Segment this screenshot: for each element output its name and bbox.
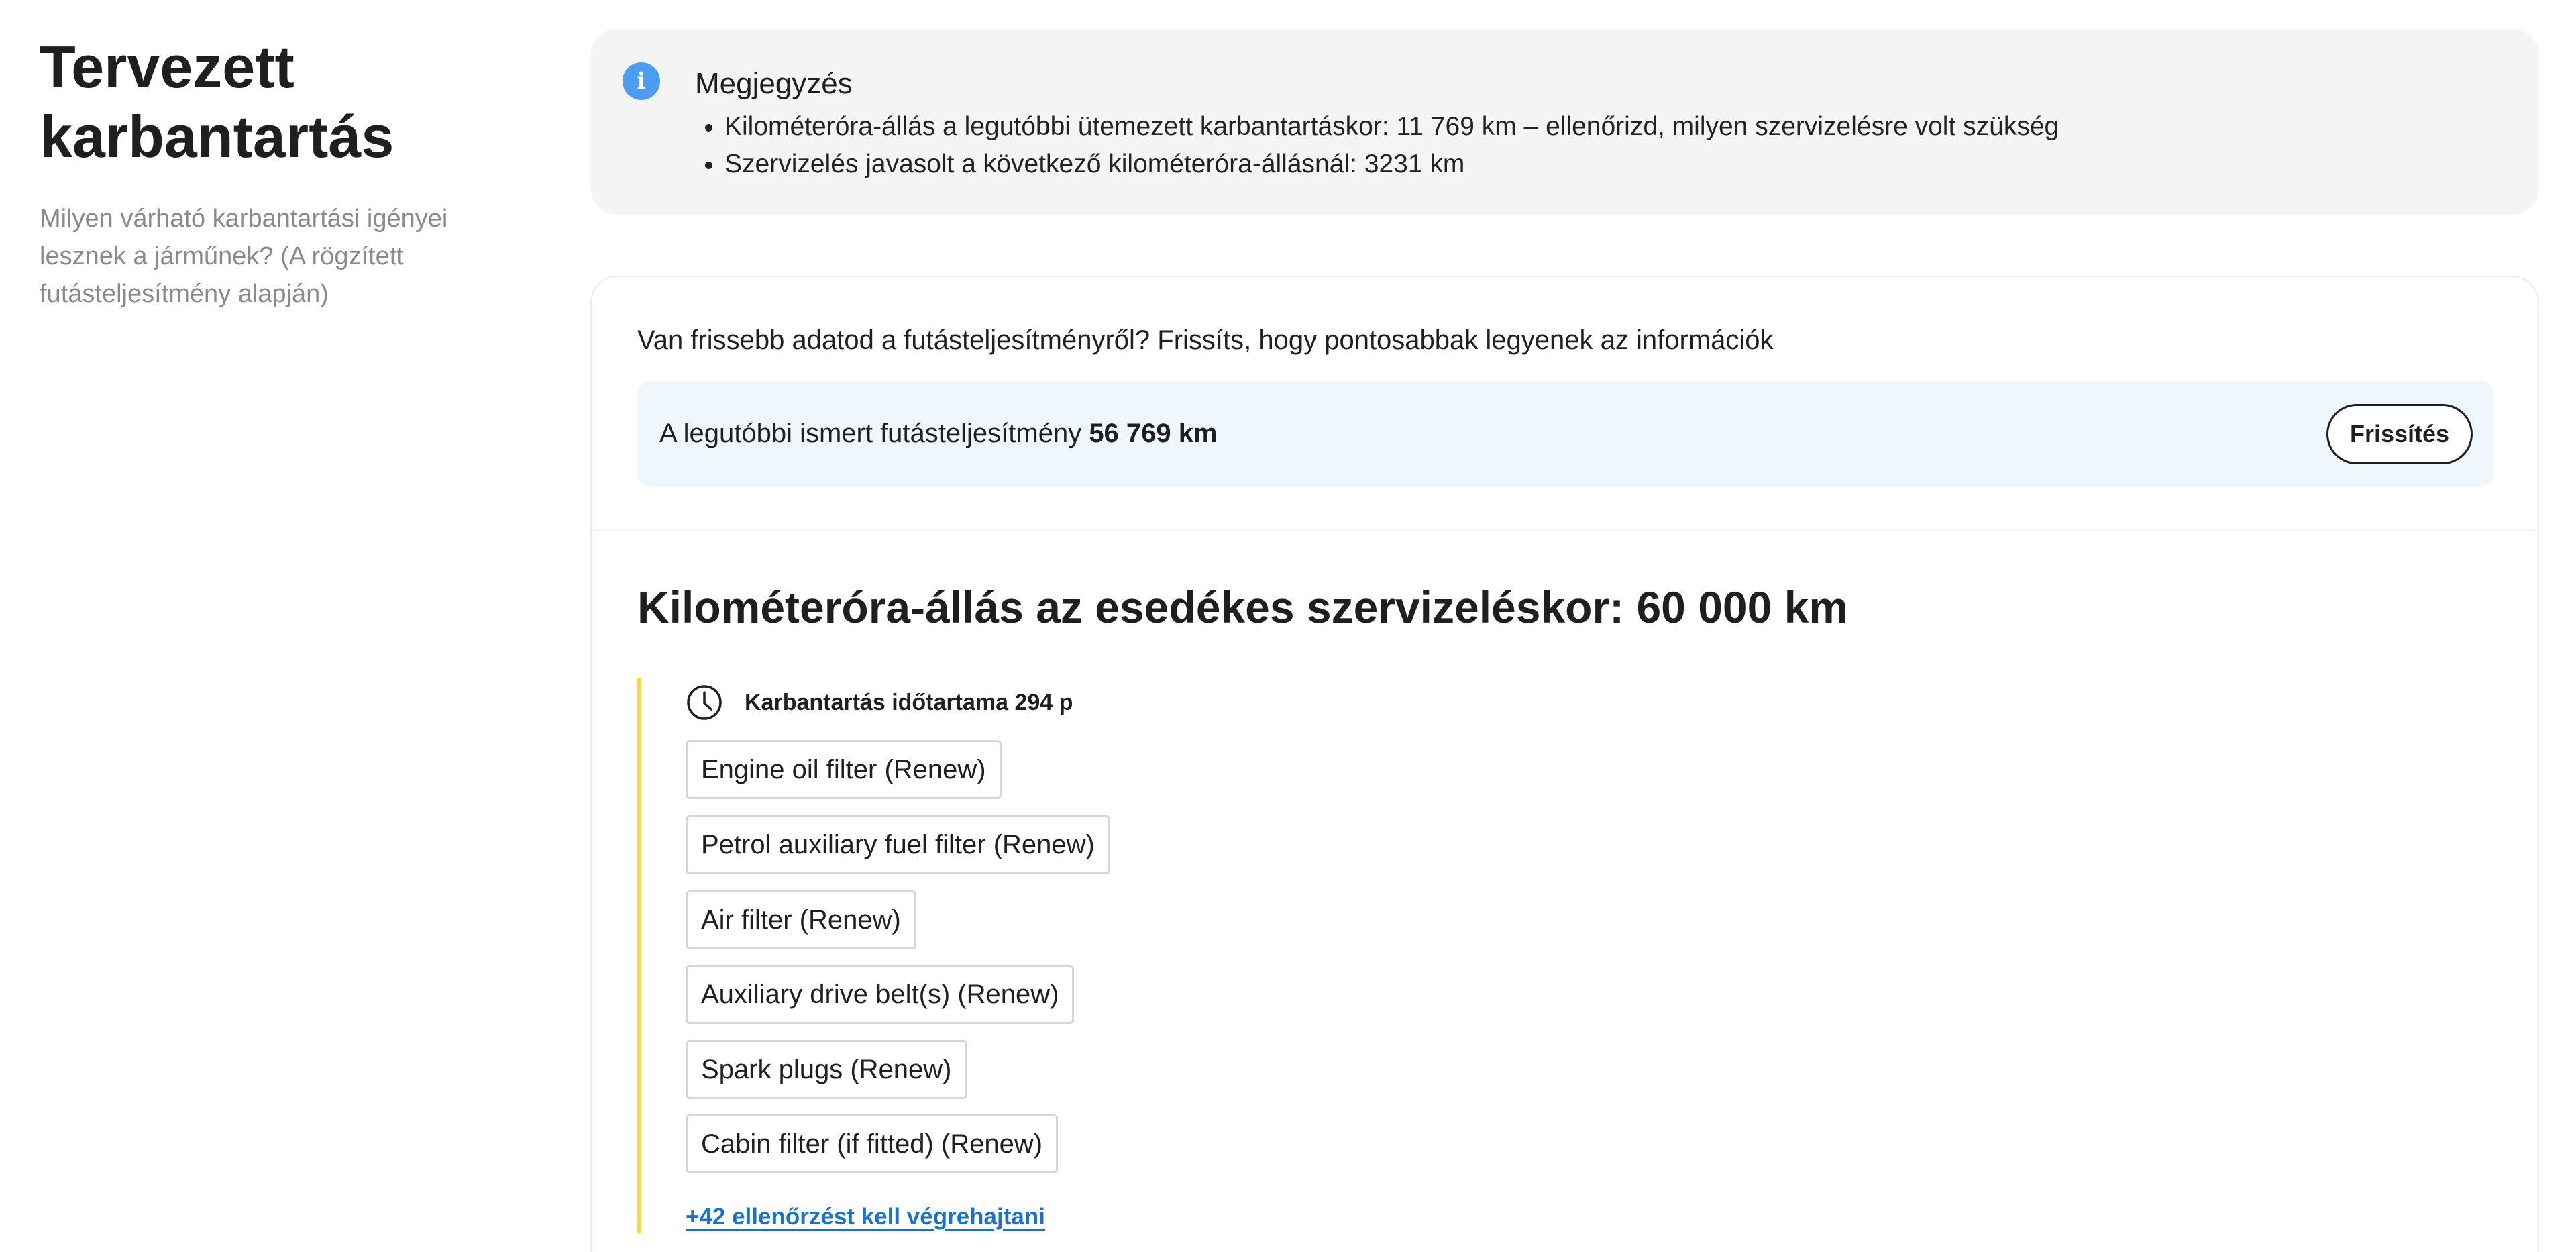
service-heading: Kilométeróra-állás az esedékes szervizeléskor: 60 000 km — [637, 582, 1849, 632]
note-panel — [590, 29, 2539, 215]
note-title: Megjegyzés — [695, 67, 853, 100]
task-item: Auxiliary drive belt(s) (Renew) — [686, 965, 1074, 1024]
note-item-next-service: • Szervizelés javasolt a következő kilométeróra-állásnál: 3231 km — [724, 146, 2059, 183]
note-list — [724, 108, 2059, 183]
page-title: Tervezett karbantartás — [40, 34, 394, 170]
task-item: Spark plugs (Renew) — [686, 1040, 967, 1099]
mileage-text — [659, 415, 1218, 452]
refresh-prompt: Van frissebb adatod a futásteljesítményről? Frissíts, hogy pontosabbak legyenek az információk — [637, 325, 1774, 355]
note-item-last-service: • Kilométeróra-állás a legutóbbi ütemezett karbantartáskor: 11 769 km – ellenőrizd, milyen szervizelésre volt szükség — [724, 108, 2059, 146]
mileage-box — [637, 381, 2494, 487]
more-checks-link[interactable]: +42 ellenőrzést kell végrehajtani — [686, 1204, 1045, 1230]
duration-text: Karbantartás időtartama 294 p — [745, 690, 1073, 715]
sidebar — [40, 32, 509, 313]
clock-icon — [686, 684, 723, 721]
page-subtitle: Milyen várható karbantartási igényei lesznek a járműnek? (A rögzített futásteljesítmény alapján) — [40, 205, 448, 308]
divider — [592, 530, 2538, 531]
task-item: Cabin filter (if fitted) (Renew) — [686, 1114, 1058, 1173]
mileage-label: A legutóbbi ismert futásteljesítmény — [659, 419, 1089, 448]
task-item: Engine oil filter (Renew) — [686, 740, 1002, 799]
info-icon: i — [623, 62, 660, 100]
service-highlight-bar — [637, 678, 641, 1233]
task-item: Petrol auxiliary fuel filter (Renew) — [686, 815, 1110, 874]
mileage-value: 56 769 km — [1089, 419, 1218, 448]
refresh-button[interactable]: Frissítés — [2326, 404, 2473, 464]
maintenance-card — [590, 276, 2539, 1252]
task-item: Air filter (Renew) — [686, 890, 916, 949]
